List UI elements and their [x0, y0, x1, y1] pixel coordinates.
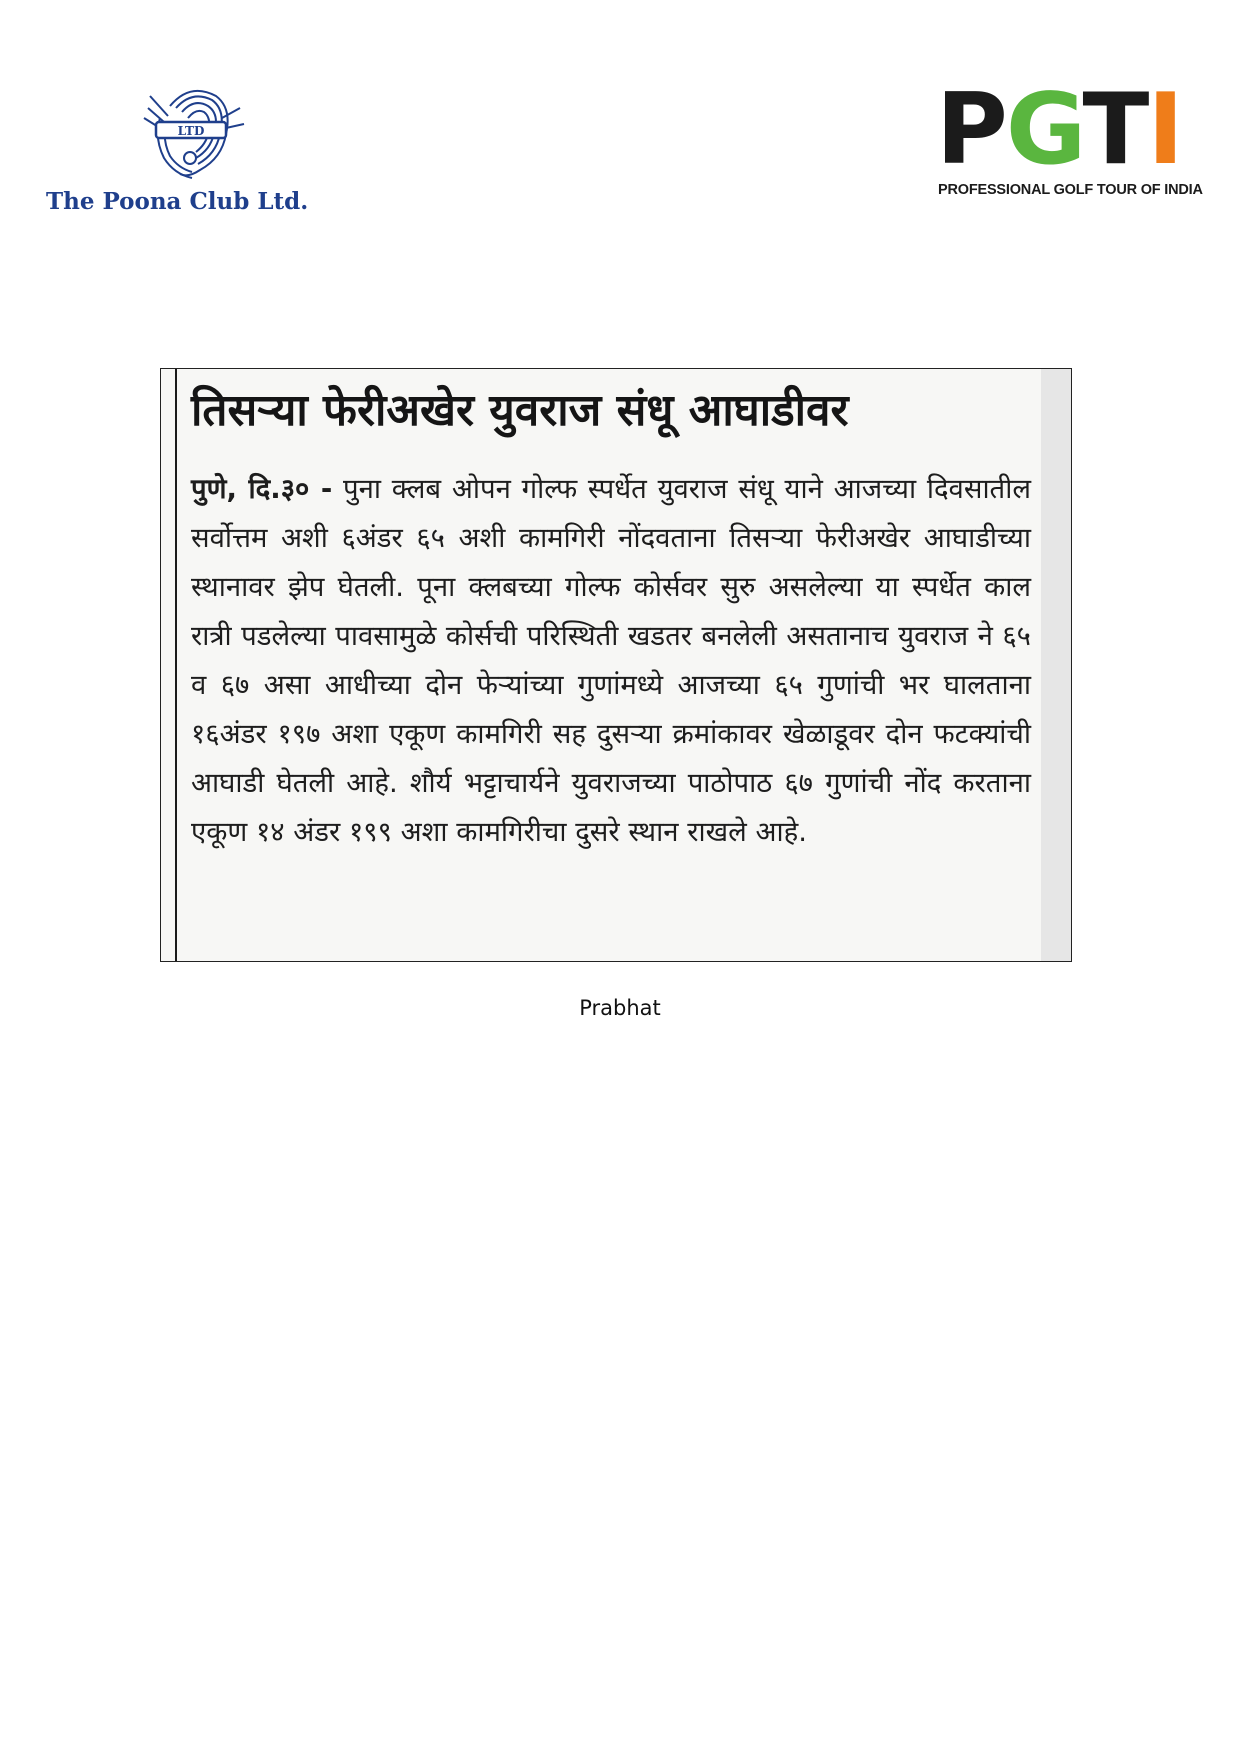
- poona-club-name: The Poona Club Ltd.: [46, 188, 309, 215]
- pgti-letter-p: P: [936, 73, 1006, 187]
- clipping-body-text: पुना क्लब ओपन गोल्फ स्पर्धेत युवराज संधू याने आजच्या दिवसातील सर्वोत्तम अशी ६अंडर ६५ अशी कामगिरी नोंदवताना तिसऱ्या फेरीअखेर आघाडीच्या स्थानावर झेप घेतली. पूना क्लबच्या गोल्फ कोर्सवर सुरु असलेल्या या स्पर्धेत काल रात्री पडलेल्या पावसामुळे कोर्सची परिस्थिती खडतर बनलेली असतानाच युवराज ने ६५ व ६७ असा आधीच्या दोन फेऱ्यांच्या गुणांमध्ये आजच्या ६५ गुणांची भर घालताना १६अंडर १९७ अशा एकूण कामगिरी सह दुसऱ्या क्रमांकावर खेळाडूवर दोन फटक्यांची आघाडी घेतली आहे. शौर्य भट्टाचार्यने युवराजच्या पाठोपाठ ६७ गुणांची नोंद करताना एकूण १४ अंडर १९९ अशा कामगिरीचा दुसरे स्थान राखले आहे.: [191, 473, 1032, 848]
- clipping-headline: तिसऱ्या फेरीअखेर युवराज संधू आघाडीवर: [191, 385, 849, 436]
- clipping-right-shade: [1041, 369, 1071, 961]
- poona-club-logo: [40, 78, 340, 218]
- news-clipping: [160, 368, 1072, 962]
- pgti-subtitle: PROFESSIONAL GOLF TOUR OF INDIA: [938, 182, 1203, 198]
- clipping-dateline: पुणे, दि.३० -: [191, 473, 333, 505]
- clipping-body: [191, 465, 1031, 857]
- pgti-letter-g: G: [1005, 73, 1083, 187]
- clipping-left-rule: [175, 369, 177, 961]
- source-caption: Prabhat: [579, 996, 661, 1020]
- pgti-letters: [936, 73, 1182, 187]
- pgti-letter-i: I: [1147, 73, 1182, 187]
- pgti-logo: [936, 73, 1206, 206]
- emblem-ribbon-text: LTD: [177, 124, 205, 138]
- pgti-letter-t: T: [1082, 73, 1148, 187]
- poona-club-emblem-icon: [130, 78, 250, 188]
